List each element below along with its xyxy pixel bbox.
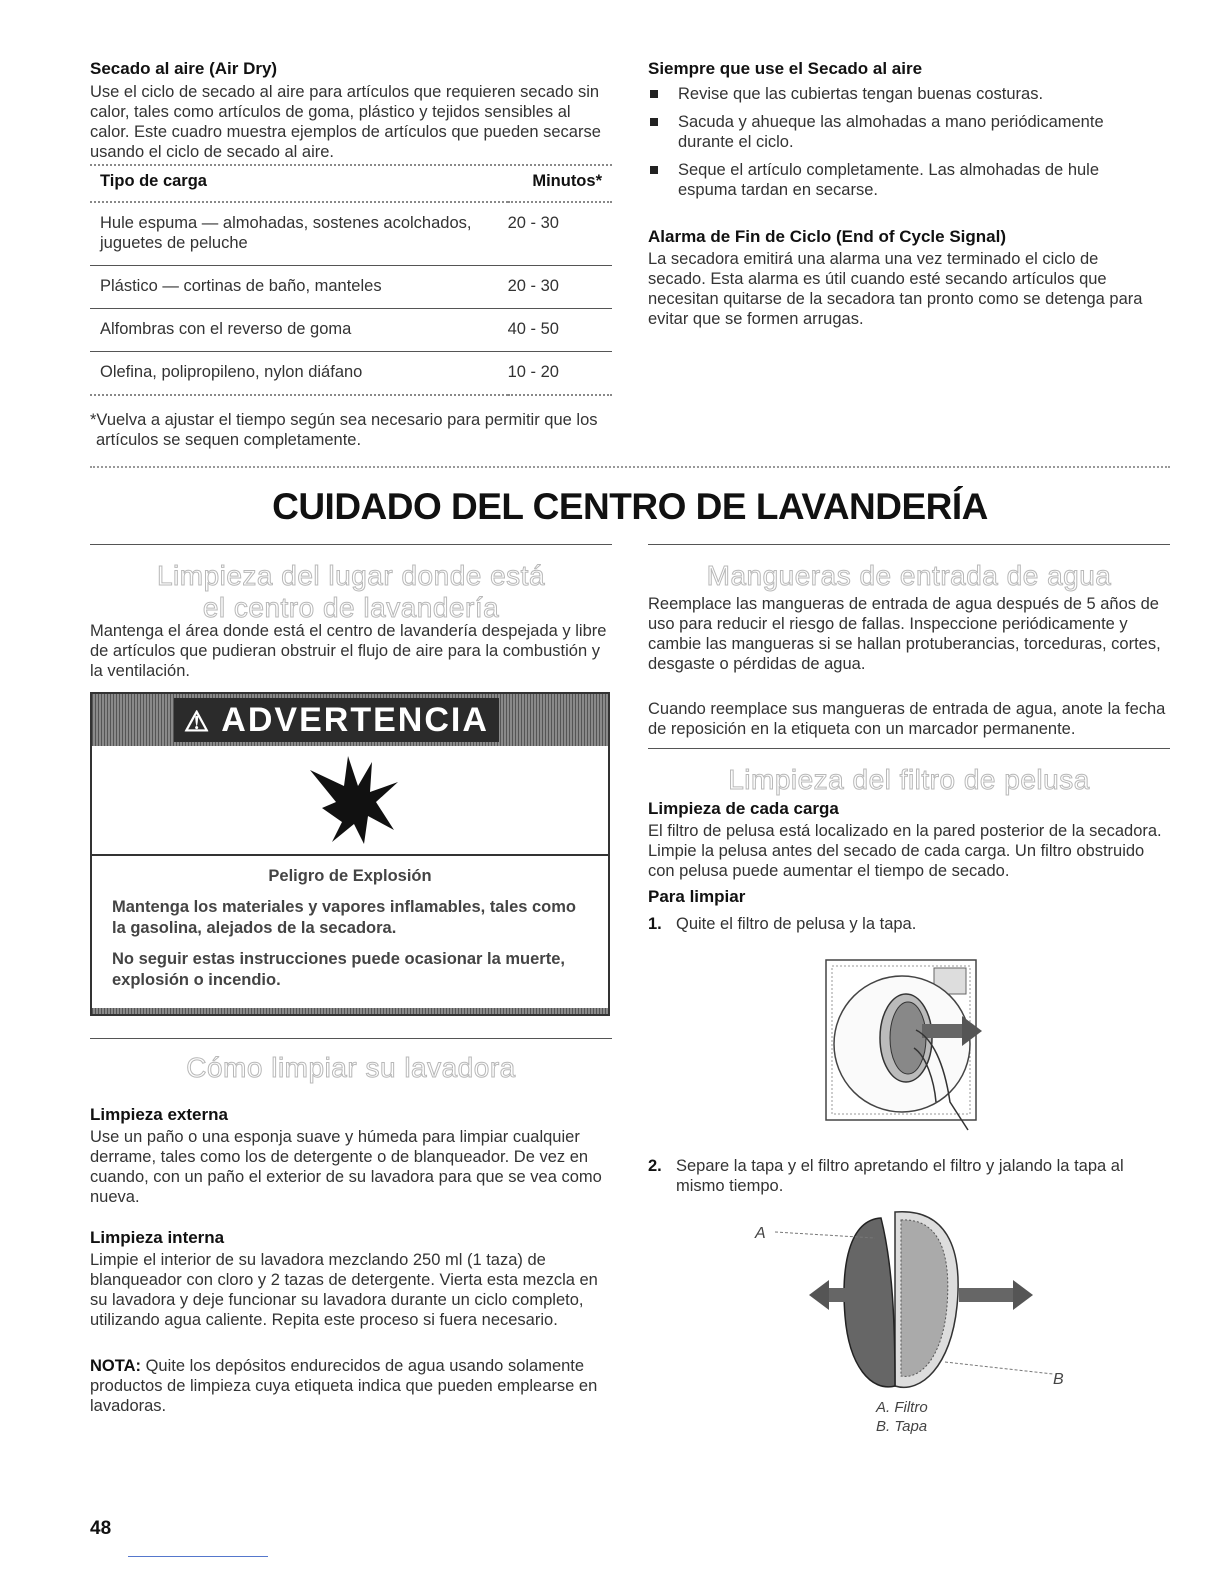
location-text: Mantenga el área donde está el centro de lavandería despejada y libre de artículos que pudieran obstruir el flujo de aire para la combustión y la ventilación. (90, 622, 607, 680)
table-cell-minutes: 20 - 30 (508, 266, 612, 309)
table-cell-type: Alfombras con el reverso de goma (90, 309, 508, 352)
table-row (90, 202, 612, 266)
step-number: 2. (648, 1157, 662, 1175)
warning-body (92, 856, 608, 1001)
divider (90, 544, 612, 545)
table-cell-minutes: 40 - 50 (508, 309, 612, 352)
step-1 (648, 914, 1170, 934)
warning-hazard: Peligro de Explosión (268, 867, 432, 885)
table-cell-type: Hule espuma — almohadas, sostenes acolchados, juguetes de peluche (90, 202, 508, 266)
internal-cleaning-text: Limpie el interior de su lavadora mezclando 250 ml (1 taza) de blanqueador con cloro y 2 tazas de detergente. Vierta esta mezcla en su lavadora y deje funcionar su lavadora durante un ciclo completo, utilizando agua caliente. Repita este proceso si fuera necesario. (90, 1251, 598, 1329)
step-2 (648, 1156, 1170, 1196)
table-footnote: *Vuelva a ajustar el tiempo según sea necesario para permitir que los artículos se sequen completamente. (90, 411, 598, 449)
always-air-dry-list (648, 84, 1148, 208)
divider (90, 466, 1170, 468)
label-a: A (755, 1225, 766, 1242)
table-cell-type: Plástico — cortinas de baño, manteles (90, 266, 508, 309)
list-item: Sacuda y ahueque las almohadas a mano periódicamente durante el ciclo. (648, 112, 1148, 152)
divider (128, 1556, 268, 1557)
lint-filter-heading: Limpieza del filtro de pelusa (728, 764, 1090, 795)
explosion-symbol-area (92, 746, 608, 856)
warning-triangle-icon: ⚠ (184, 706, 212, 737)
step-text: Quite el filtro de pelusa y la tapa. (676, 915, 917, 933)
warning-box (90, 692, 610, 1016)
divider (648, 544, 1170, 545)
bullet-square-icon (650, 166, 658, 174)
hoses-text-2: Cuando reemplace sus mangueras de entrada de agua, anote la fecha de reposición en la etiqueta con un marcador permanente. (648, 700, 1166, 738)
explosion-icon (302, 750, 402, 850)
note-paragraph (90, 1356, 612, 1416)
table-header-type: Tipo de carga (90, 166, 508, 202)
hoses-text-1: Reemplace las mangueras de entrada de agua después de 5 años de uso para reducir el riesgo de fallas. Inspeccione periódicamente y cambie las mangueras si se hallan protuberancias, torceduras, cortes, desgaste o pérdidas de agua. (648, 595, 1161, 673)
step-text: Separe la tapa y el filtro apretando el filtro y jalando la tapa al mismo tiempo. (676, 1157, 1124, 1195)
list-item: Seque el artículo completamente. Las almohadas de hule espuma tardan en secarse. (648, 160, 1148, 200)
location-heading: Limpieza del lugar donde está el centro de lavandería (156, 560, 546, 623)
washer-cleaning-heading: Cómo limpiar su lavadora (186, 1052, 516, 1083)
each-load-heading: Limpieza de cada carga (648, 799, 839, 818)
table-row (90, 309, 612, 352)
lint-filter-removal-illustration (818, 952, 990, 1136)
table-row (90, 352, 612, 396)
divider (648, 748, 1170, 749)
each-load-text: El filtro de pelusa está localizado en la pared posterior de la secadora. Limpie la pelusa antes del secado de cada carga. Un filtro obstruido con pelusa puede aumentar el tiempo de secado. (648, 822, 1162, 880)
label-b: B (1053, 1371, 1064, 1388)
list-item: Revise que las cubiertas tengan buenas costuras. (648, 84, 1148, 104)
table-cell-type: Olefina, polipropileno, nylon diáfano (90, 352, 508, 396)
table-cell-minutes: 20 - 30 (508, 202, 612, 266)
end-of-cycle-heading: Alarma de Fin de Ciclo (End of Cycle Signal) (648, 227, 1007, 246)
warning-bottom-band (92, 1008, 608, 1014)
step-number: 1. (648, 915, 662, 933)
page-title: CUIDADO DEL CENTRO DE LAVANDERÍA (272, 486, 988, 527)
air-dry-heading: Secado al aire (Air Dry) (90, 59, 278, 78)
external-cleaning-text: Use un paño o una esponja suave y húmeda para limpiar cualquier derrame, tales como los de detergente o de blanqueador. De vez en cuando, con un paño el exterior de su lavadora para que se vea como nueva. (90, 1128, 602, 1206)
note-label: NOTA: (90, 1357, 142, 1375)
table-cell-minutes: 10 - 20 (508, 352, 612, 396)
always-air-dry-heading: Siempre que use el Secado al aire (648, 59, 923, 78)
page-number: 48 (90, 1518, 112, 1539)
warning-line-2: No seguir estas instrucciones puede ocasionar la muerte, explosión o incendio. (112, 950, 565, 989)
hoses-heading: Mangueras de entrada de agua (706, 560, 1112, 591)
to-clean-heading: Para limpiar (648, 887, 746, 906)
air-dry-intro: Use el ciclo de secado al aire para artículos que requieren secado sin calor, tales como artículos de goma, plástico y tejidos sensibles al calor. Este cuadro muestra ejemplos de artículos que pueden secarse usando el ciclo de secado al aire. (90, 83, 601, 161)
note-text: Quite los depósitos endurecidos de agua usando solamente productos de limpieza cuya etiqueta indica que pueden emplearse en lavadoras. (90, 1357, 598, 1415)
table-header-minutes: Minutos* (508, 166, 612, 202)
caption-cover: B. Tapa (876, 1418, 928, 1435)
end-of-cycle-text: La secadora emitirá una alarma una vez terminado el ciclo de secado. Esta alarma es útil cuando esté secando artículos que necesitan quitarse de la secadora tan pronto como se detenga para evitar que se formen arrugas. (648, 250, 1143, 328)
filter-cover-separation-illustration (745, 1206, 1075, 1396)
warning-banner (92, 694, 608, 746)
divider (90, 1038, 612, 1039)
warning-line-1: Mantenga los materiales y vapores inflamables, tales como la gasolina, alejados de la secadora. (112, 898, 577, 937)
external-cleaning-heading: Limpieza externa (90, 1105, 228, 1124)
caption-filter: A. Filtro (876, 1399, 928, 1416)
bullet-square-icon (650, 118, 658, 126)
warning-title: ⚠ ADVERTENCIA (174, 698, 499, 742)
bullet-square-icon (650, 90, 658, 98)
table-row (90, 266, 612, 309)
internal-cleaning-heading: Limpieza interna (90, 1228, 225, 1247)
air-dry-table (90, 164, 612, 396)
